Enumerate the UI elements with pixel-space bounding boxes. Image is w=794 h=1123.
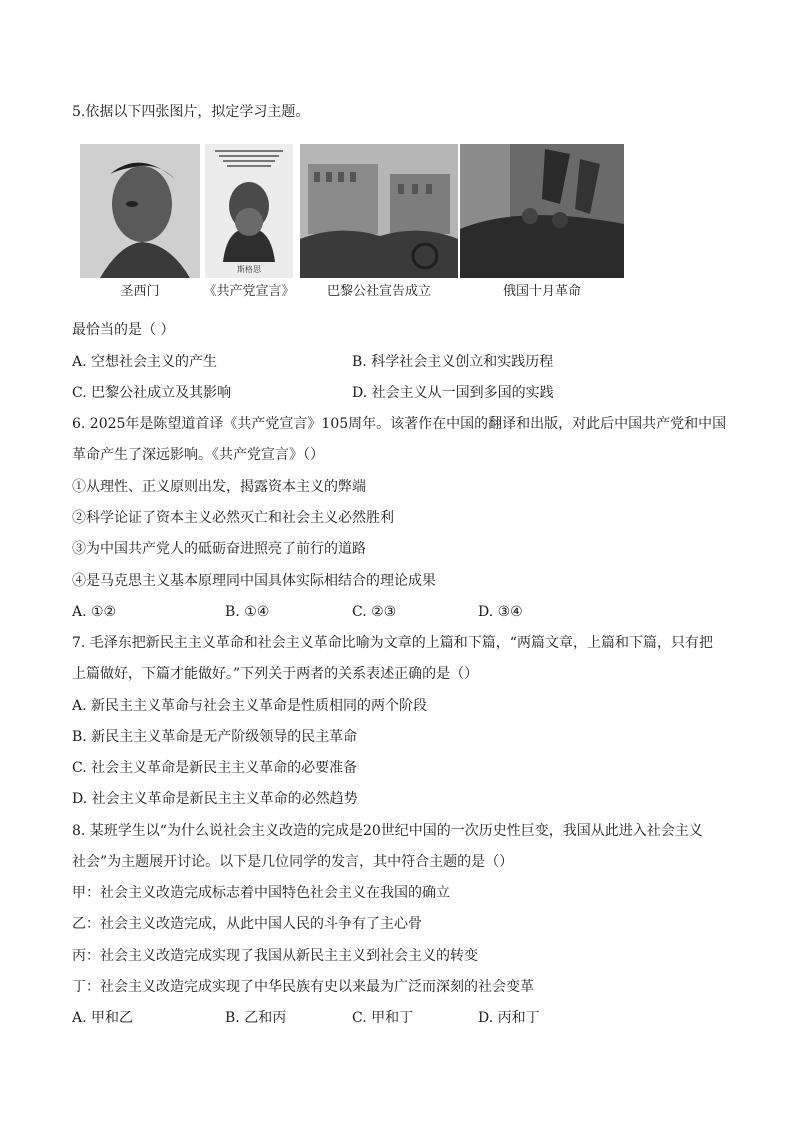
q6-stem-line1: 6. 2025年是陈望道首译《共产党宣言》105周年。该著作在中国的翻译和出版，对此后中国共产党和中国: [72, 416, 727, 432]
manifesto-inner-label: 斯格思: [237, 265, 261, 274]
q5-option-a: A. 空想社会主义的产生: [72, 354, 218, 370]
q5-stem: 5.依据以下四张图片，拟定学习主题。: [72, 104, 310, 120]
paris-commune-image: [300, 144, 458, 278]
q6-item-2: ②科学论证了资本主义必然灭亡和社会主义必然胜利: [72, 510, 394, 526]
q8-option-d: D. 丙和丁: [478, 1010, 540, 1026]
q8-stem-line2: 社会”为主题展开讨论。以下是几位同学的发言，其中符合主题的是（）: [72, 854, 514, 870]
q7-option-b: B. 新民主主义革命是无产阶级领导的民主革命: [72, 729, 358, 745]
q7-option-d: D. 社会主义革命是新民主主义革命的必然趋势: [72, 791, 358, 807]
q5-option-c: C. 巴黎公社成立及其影响: [72, 385, 232, 401]
q6-item-4: ④是马克思主义基本原理同中国具体实际相结合的理论成果: [72, 573, 436, 589]
caption-communist-manifesto: 《共产党宣言》: [203, 284, 295, 299]
q6-option-a: A. ①②: [72, 604, 117, 620]
caption-october-revolution: 俄国十月革命: [502, 284, 581, 299]
q8-stem-line1: 8. 某班学生以“为什么说社会主义改造的完成是20世纪中国的一次历史性巨变，我国从此进入社会主义: [72, 823, 703, 839]
saint-simon-portrait-image: [80, 144, 200, 278]
q8-option-b: B. 乙和丙: [225, 1010, 287, 1026]
q8-item-jia: 甲：社会主义改造完成标志着中国特色社会主义在我国的确立: [72, 885, 450, 901]
q5-prompt: 最恰当的是（ ）: [72, 322, 175, 338]
q6-stem-line2: 革命产生了深远影响。《共产党宣言》（）: [72, 447, 324, 463]
q8-option-c: C. 甲和丁: [352, 1010, 414, 1026]
q6-item-1: ①从理性、正义原则出发，揭露资本主义的弊端: [72, 479, 366, 495]
q8-item-bing: 丙：社会主义改造完成实现了我国从新民主主义到社会主义的转变: [72, 948, 478, 964]
q5-image-strip: [80, 144, 624, 300]
q7-option-a: A. 新民主主义革命与社会主义革命是性质相同的两个阶段: [72, 698, 428, 714]
q8-option-a: A. 甲和乙: [72, 1010, 134, 1026]
q7-stem-line1: 7. 毛泽东把新民主主义革命和社会主义革命比喻为文章的上篇和下篇，“两篇文章，上篇和下篇，只有把: [72, 635, 713, 651]
caption-saint-simon: 圣西门: [120, 284, 160, 299]
q6-item-3: ③为中国共产党人的砥砺奋进照亮了前行的道路: [72, 541, 366, 557]
q6-option-d: D. ③④: [478, 604, 523, 620]
q5-option-d: D. 社会主义从一国到多国的实践: [352, 385, 554, 401]
q6-option-b: B. ①④: [225, 604, 270, 620]
q8-item-ding: 丁：社会主义改造完成实现了中华民族有史以来最为广泛而深刻的社会变革: [72, 979, 534, 995]
communist-manifesto-cover-image: [205, 144, 293, 278]
q7-stem-line2: 上篇做好，下篇才能做好。”下列关于两者的关系表述正确的是（）: [72, 666, 479, 682]
q8-item-yi: 乙：社会主义改造完成，从此中国人民的斗争有了主心骨: [72, 916, 422, 932]
q7-option-c: C. 社会主义革命是新民主主义革命的必要准备: [72, 760, 358, 776]
q5-option-b: B. 科学社会主义创立和实践历程: [352, 354, 554, 370]
q6-option-c: C. ②③: [352, 604, 397, 620]
caption-paris-commune: 巴黎公社宣告成立: [326, 284, 431, 299]
october-revolution-image: [460, 144, 624, 278]
